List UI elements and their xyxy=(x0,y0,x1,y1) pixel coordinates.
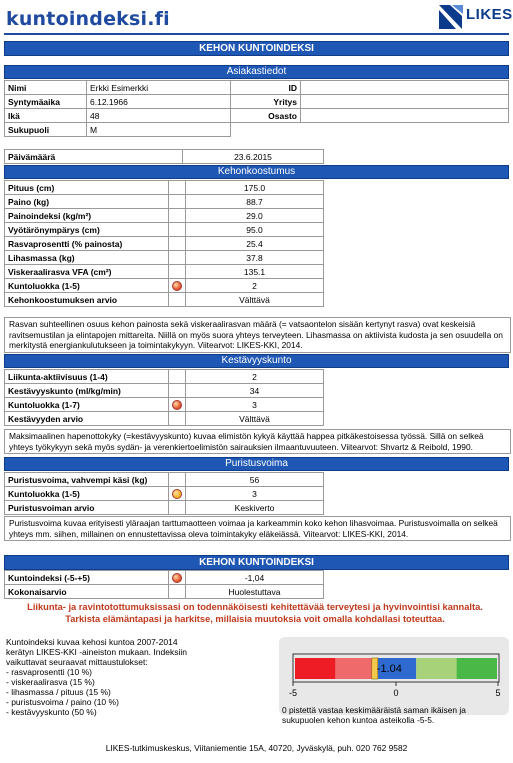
endurance-section-title: Kestävyyskunto xyxy=(4,354,509,368)
department-value xyxy=(301,109,509,123)
vo2-label: Kestävyyskunto (ml/kg/min) xyxy=(5,384,169,398)
body-table xyxy=(4,180,324,307)
table-row xyxy=(5,473,324,487)
body-description: Rasvan suhteellinen osuus kehon painosta sekä viskeraalirasvan määrä (= vatsaontelon sisään kertynyt rasva) ovat keskeisiä ravitsemustilan ja elintapojen mittareita. Niillä on myös suora yhteys terveyteen. Lihasmassa on aktiivista kudosta ja sen osuudella on merkitystä energiankulutukseen ja toimintakykyyn. Viitearvot: LIKES-KKI, 2014. xyxy=(4,317,511,353)
explanation-line: vaikuttavat seuraavat mittaustulokset: xyxy=(6,657,148,667)
body-row-value: 135.1 xyxy=(186,265,324,279)
scale-caption: 0 pistettä vastaa keskimääräistä saman ikäisen ja sukupuolen kehon kuntoa asteikolla -5-5. xyxy=(282,705,466,725)
overall-value: Huolestuttava xyxy=(186,585,324,599)
date-table xyxy=(4,149,324,164)
scale-min-label: -5 xyxy=(288,688,298,698)
index-value-label: Kuntoindeksi (-5-+5) xyxy=(5,571,169,585)
explanation-line: - rasvaprosentti (10 %) xyxy=(6,667,92,677)
table-row xyxy=(5,123,509,137)
table-row xyxy=(5,384,324,398)
index-explanation xyxy=(6,637,268,717)
client-section-title: Asiakastiedot xyxy=(4,65,509,79)
birth-value: 6.12.1966 xyxy=(87,95,231,109)
body-row-label: Pituus (cm) xyxy=(5,181,169,195)
endurance-class-label: Kuntoluokka (1-7) xyxy=(5,398,169,412)
table-row xyxy=(5,398,324,412)
grip-class-value: 3 xyxy=(186,487,324,501)
scale-segment xyxy=(457,658,497,679)
table-row xyxy=(5,279,324,293)
table-row xyxy=(5,81,509,95)
gender-value: M xyxy=(87,123,231,137)
likes-logo xyxy=(436,2,513,32)
grip-section-title: Puristusvoima xyxy=(4,457,509,471)
age-label: Ikä xyxy=(5,109,87,123)
scale-value-label: -1.04 xyxy=(376,663,402,675)
endurance-description: Maksimaalinen hapenottokyky (=kestävyyskunto) kuvaa elimistön kykyä käyttää happea pitkäkestoisessa työssä. Sillä on selkeä yhteys työkykyyn sekä myös sydän- ja verenkiertoelimistön sairauksien ilmaantuvuuteen. Viitearvot: Shvartz & Reibold, 1990. xyxy=(4,429,511,454)
body-class-label: Kuntoluokka (1-5) xyxy=(5,279,169,293)
body-row-label: Paino (kg) xyxy=(5,195,169,209)
table-row xyxy=(5,181,324,195)
table-row xyxy=(5,195,324,209)
body-row-value: 88.7 xyxy=(186,195,324,209)
overall-label: Kokonaisarvio xyxy=(5,585,169,599)
table-row xyxy=(5,487,324,501)
scale-segment xyxy=(335,658,375,679)
grip-strength-label: Puristusvoima, vahvempi käsi (kg) xyxy=(5,473,169,487)
table-row xyxy=(5,150,324,164)
grip-assessment-label: Puristusvoiman arvio xyxy=(5,501,169,515)
birth-label: Syntymäaika xyxy=(5,95,87,109)
explanation-line: - lihasmassa / pituus (15 %) xyxy=(6,687,111,697)
body-row-label: Vyötärönympärys (cm) xyxy=(5,223,169,237)
explanation-line: kerätyn LIKES-KKI -aineiston mukaan. Indeksiin xyxy=(6,647,187,657)
endurance-class-value: 3 xyxy=(186,398,324,412)
body-section-title: Kehonkoostumus xyxy=(4,165,509,179)
body-row-label: Viskeraalirasva VFA (cm²) xyxy=(5,265,169,279)
grip-class-label: Kuntoluokka (1-5) xyxy=(5,487,169,501)
age-value: 48 xyxy=(87,109,231,123)
table-row xyxy=(5,95,509,109)
scale-segment xyxy=(295,658,335,679)
recommendation-line-2: Tarkista elämäntapasi ja harkitse, millaisia muutoksia voit omalla kohdallasi toteuttaa. xyxy=(65,614,445,624)
endurance-assessment-label: Kestävyyden arvio xyxy=(5,412,169,426)
table-row xyxy=(5,109,509,123)
grip-strength-value: 56 xyxy=(186,473,324,487)
logo-text: LIKES xyxy=(466,6,513,23)
body-assessment-label: Kehonkoostumuksen arvio xyxy=(5,293,169,307)
index-scale-panel xyxy=(279,637,509,715)
explanation-line: Kuntoindeksi kuvaa kehosi kuntoa 2007-2014 xyxy=(6,637,178,647)
body-row-value: 25.4 xyxy=(186,237,324,251)
name-label: Nimi xyxy=(5,81,87,95)
status-dot-icon xyxy=(172,573,182,583)
gender-label: Sukupuoli xyxy=(5,123,87,137)
table-row xyxy=(5,209,324,223)
body-row-label: Rasvaprosentti (% painosta) xyxy=(5,237,169,251)
grip-description: Puristusvoima kuvaa erityisesti yläraajan tarttumaotteen voimaa ja karkeammin koko kehon lihasvoimaa. Puristusvoimalla on selkeä yhteys mm. siihen, millainen on ennustettavissa oleva toimintakyky eläkeiässä. Viitearvot: LIKES-KKI, 2014. xyxy=(4,516,511,541)
explanation-line: - kestävyyskunto (50 %) xyxy=(6,707,97,717)
explanation-line: - viskeraalirasva (15 %) xyxy=(6,677,95,687)
grip-table xyxy=(4,472,324,515)
id-value xyxy=(301,81,509,95)
footer-address: LIKES-tutkimuskeskus, Viitaniementie 15A, 40720, Jyväskylä, puh. 020 762 9582 xyxy=(105,743,408,753)
endurance-table xyxy=(4,369,324,426)
body-row-label: Painoindeksi (kg/m²) xyxy=(5,209,169,223)
table-row xyxy=(5,571,324,585)
index-value: -1,04 xyxy=(186,571,324,585)
table-row xyxy=(5,237,324,251)
explanation-line: - puristusvoima / paino (10 %) xyxy=(6,697,119,707)
table-row xyxy=(5,251,324,265)
site-title: kuntoindeksi.fi xyxy=(6,8,170,30)
table-row xyxy=(5,265,324,279)
table-row xyxy=(5,412,324,426)
table-row xyxy=(5,585,324,599)
company-value xyxy=(301,95,509,109)
name-value: Erkki Esimerkki xyxy=(87,81,231,95)
body-row-value: 95.0 xyxy=(186,223,324,237)
title-rule xyxy=(4,33,509,35)
grip-assessment-value: Keskiverto xyxy=(186,501,324,515)
index-scale xyxy=(279,637,509,707)
body-assessment-value: Välttävä xyxy=(186,293,324,307)
vo2-value: 34 xyxy=(186,384,324,398)
table-row xyxy=(5,223,324,237)
scale-max-label: 5 xyxy=(495,688,501,698)
table-row xyxy=(5,370,324,384)
scale-segment xyxy=(416,658,456,679)
likes-logo-icon xyxy=(436,2,466,32)
activity-value: 2 xyxy=(186,370,324,384)
scale-mid-label: 0 xyxy=(393,688,399,698)
body-class-value: 2 xyxy=(186,279,324,293)
index-table xyxy=(4,570,324,599)
activity-label: Liikunta-aktiivisuus (1-4) xyxy=(5,370,169,384)
id-label: ID xyxy=(231,81,301,95)
recommendation-line-1: Liikunta- ja ravintotottumuksissasi on todennäköisesti kehitettävää terveytesi ja hyvinvointisi kannalta. xyxy=(27,602,483,612)
department-label: Osasto xyxy=(231,109,301,123)
status-dot-icon xyxy=(172,489,182,499)
index-section-title: KEHON KUNTOINDEKSI xyxy=(4,555,509,570)
client-table xyxy=(4,80,509,137)
body-row-value: 29.0 xyxy=(186,209,324,223)
table-row xyxy=(5,501,324,515)
body-row-value: 37.8 xyxy=(186,251,324,265)
status-dot-icon xyxy=(172,400,182,410)
date-label: Päivämäärä xyxy=(5,150,183,164)
status-dot-icon xyxy=(172,281,182,291)
body-row-label: Lihasmassa (kg) xyxy=(5,251,169,265)
date-value: 23.6.2015 xyxy=(183,150,324,164)
table-row xyxy=(5,293,324,307)
endurance-assessment-value: Välttävä xyxy=(186,412,324,426)
body-row-value: 175.0 xyxy=(186,181,324,195)
main-title-band: KEHON KUNTOINDEKSI xyxy=(4,41,509,56)
company-label: Yritys xyxy=(231,95,301,109)
